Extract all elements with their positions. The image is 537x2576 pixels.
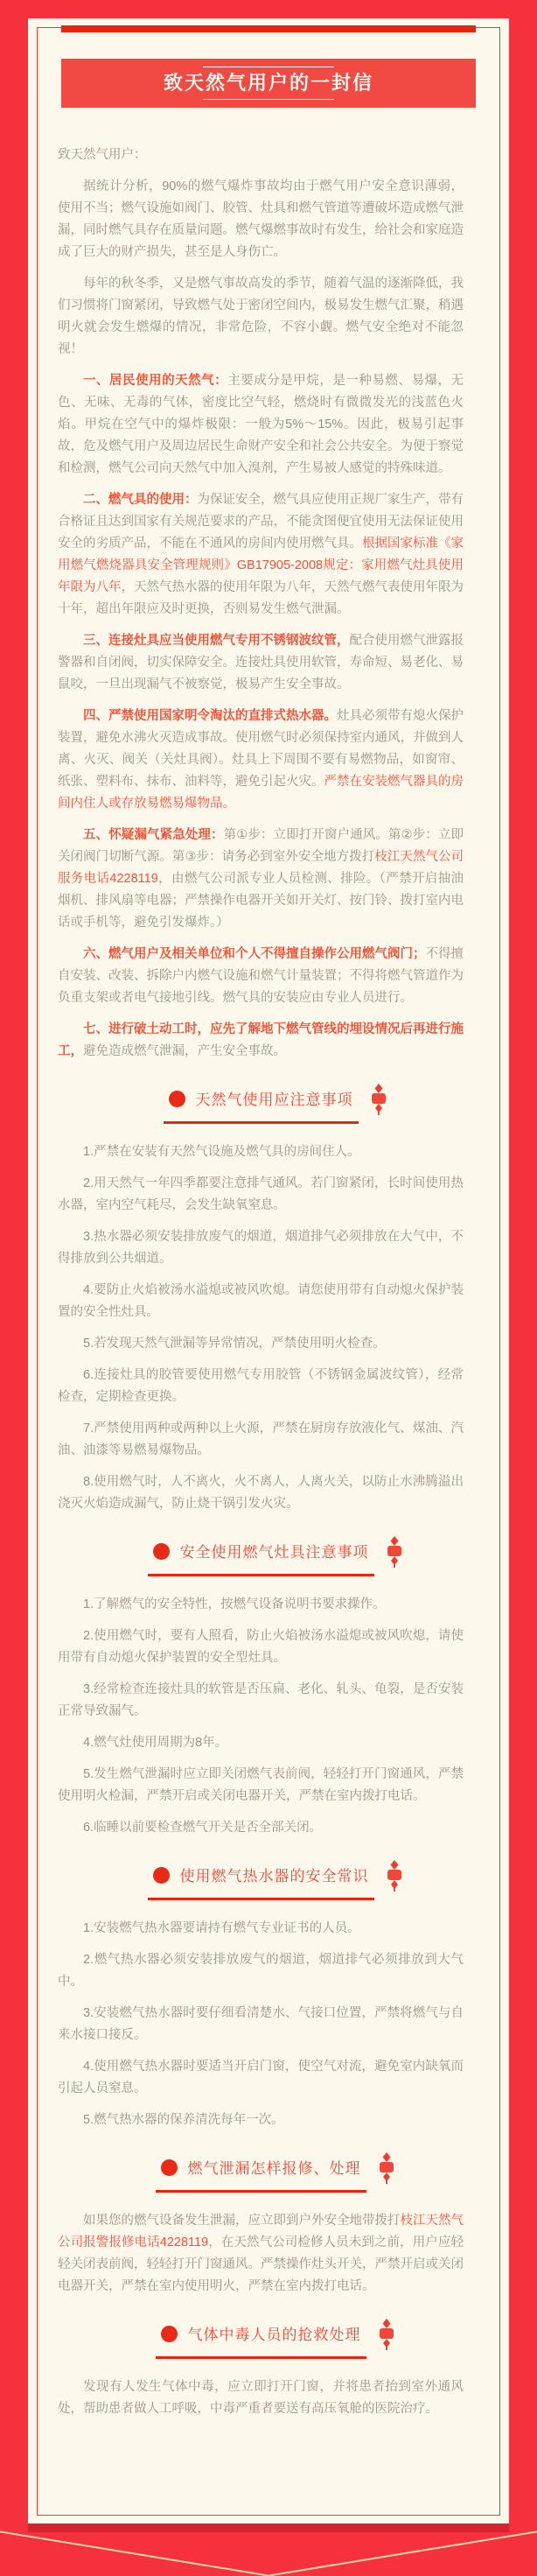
text-segment: 灶具必须带有熄火保护装置，避免水沸火灭造成事故。使用燃气时必须保持室内通风，并做到人离、火灭、阀关（关灶具阀）。灶具上下周围不要有易燃物品，如窗帘、纸张、塑料布、抹布、油料等，避免引起火灾。 <box>58 709 464 789</box>
list-item: 4.使用燃气热水器时要适当开启门窗，使空气对流，避免室内缺氧而引起人员窒息。 <box>58 2060 464 2095</box>
lantern-icon <box>377 2319 396 2358</box>
text-segment: 为保证安全，燃气具应使用正规厂家生产，带有合格证且达到国家有关规范要求的产品，不能贪图便宜使用无法保证使用安全的劣质产品，不能在不通风的房间内使用燃气具。 <box>58 493 464 551</box>
list-item: 2.使用燃气时，要有人照看，防止火焰被汤水溢熄或被风吹熄，请使用带有自动熄火保护装置的安全型灶具。 <box>58 1629 464 1665</box>
list-item: 1.了解燃气的安全特性，按燃气设备说明书要求操作。 <box>83 1597 386 1611</box>
page-title: 致天然气用户的一封信 <box>163 72 373 94</box>
lantern-icon <box>385 1860 404 1899</box>
list-item: 2.用天然气一年四季都要注意排气通风。若门窗紧闭，长时间使用热水器，室内空气耗尽，会发生缺氧窒息。 <box>58 1176 464 1212</box>
title-banner <box>61 59 476 108</box>
bullet-dot-icon <box>161 2159 178 2176</box>
numbered-point-5 <box>58 825 464 934</box>
numbered-point-1 <box>58 370 464 480</box>
list-item: 1.安装燃气热水器要请持有燃气专业证书的人员。 <box>83 1921 360 1935</box>
section-header-stove <box>58 1541 464 1576</box>
text-segment: 主要成分是甲烷，是一种易燃、易爆，无色、无味、无毒的气体，密度比空气轻，燃烧时有微微发光的浅蓝色火焰。甲烷在空气中的爆炸极限：一般为5%～15%。因此，极易引起事故，危及燃气用户及周边居民生命财产安全和社会公共安全。为便于察觉和检测，燃气公司向天然气中加入溴剂，产生易被人感觉的特殊味道。 <box>58 374 464 475</box>
text-segment: 发现有人发生气体中毒，应立即打开门窗，并将患者抬到室外通风处，帮助患者做人工呼吸，中毒严重者要送有高压氧舱的医院治疗。 <box>58 2380 464 2416</box>
section-heading: 燃气泄漏怎样报修、处理 <box>187 2160 361 2177</box>
list-item: 3.经常检查连接灶具的软管是否压扁、老化、轧头、龟裂，是否安装正常导致漏气。 <box>58 1682 464 1718</box>
text-segment: 七、进行破土动工时，应先了解地下燃气管线的埋设情况后再进行施工， <box>58 1022 464 1058</box>
section-heading: 天然气使用应注意事项 <box>195 1091 353 1108</box>
numbered-point-2 <box>58 489 464 621</box>
bullet-dot-icon <box>169 1091 185 1107</box>
text-segment: 五、怀疑漏气紧急处理： <box>83 828 224 842</box>
leak-repair-paragraph <box>58 2210 464 2298</box>
text-segment: 根据国家标准《家用燃气燃烧器具安全管理规则》GB17905-2008规定：家用燃气灶具使用年限为八年 <box>58 537 464 594</box>
text-segment: 三、连接灶具应当使用燃气专用不锈钢波纹管， <box>83 634 350 648</box>
numbered-point-4 <box>58 705 464 815</box>
list-item: 5.若发现天然气泄漏等异常情况，严禁使用明火检查。 <box>83 1337 386 1351</box>
text-segment: 严禁在安装燃气器具的房间内住人或存放易燃易爆物品。 <box>58 775 464 811</box>
top-accent-bar <box>61 25 476 32</box>
text-segment: 不得擅自安装、改装、拆除户内燃气设施和燃气计量装置；不得将燃气管道作为负重支架或者电气接地引线。燃气具的安装应由专业人员进行。 <box>58 947 464 1005</box>
section-list-water-heater <box>58 1918 464 2131</box>
letter-panel <box>28 18 509 2523</box>
section-header-gas-use <box>58 1089 464 1124</box>
text-segment: 如果您的燃气设备发生泄漏，应立即到户外安全地带拨打 <box>83 2214 401 2228</box>
section-heading: 安全使用燃气灶具注意事项 <box>179 1544 369 1561</box>
list-item: 1.严禁在安装有天然气设施及燃气具的房间住人。 <box>83 1145 360 1159</box>
list-item: 5.燃气热水器的保养清洗每年一次。 <box>83 2113 284 2127</box>
list-item: 4.燃气灶使用周期为8年。 <box>83 1736 228 1750</box>
lantern-icon <box>377 2152 396 2192</box>
text-segment: 第①步：立即打开窗户通风。第②步：立即关闭阀门切断气源。第③步：请务必到室外安全地方拨打 <box>58 828 464 864</box>
text-segment: 四、严禁使用国家明令淘汰的直排式热水器。 <box>83 709 337 723</box>
bullet-dot-icon <box>161 2326 178 2342</box>
intro-paragraph-2: 每年的秋冬季，又是燃气事故高发的季节，随着气温的逐渐降低，我们习惯将门窗紧闭，导致燃气处于密闭空间内，极易发生燃气汇聚，稍遇明火就会发生燃爆的情况，非常危险，不容小觑。燃气安全绝对不能忽视！ <box>58 277 464 356</box>
text-segment: 一、居民使用的天然气： <box>83 374 228 388</box>
text-segment: 枝江天然气公司服务电话4228119 <box>58 850 464 886</box>
text-segment: ，天然气热水器的使用年限为八年，天然气燃气表使用年限为十年，超出年限应及时更换，否则易发生燃气泄漏。 <box>58 580 464 616</box>
text-segment: ，由燃气公司派专业人员检测、排险。（严禁开启抽油烟机、排风扇等电器；严禁操作电器开关如开关灯、按门铃、拨打室内电话或手机等，避免引发爆炸。） <box>58 872 464 930</box>
list-item: 5.发生燃气泄漏时应立即关闭燃气表前阀，轻轻打开门窗通风，严禁使用明火检漏，严禁开启或关闭电器开关，严禁在室内拨打电话。 <box>58 1767 464 1803</box>
text-segment: 避免造成燃气泄漏，产生安全事故。 <box>83 1044 286 1058</box>
text-segment: 枝江天然气公司报警报修电话4228119 <box>58 2214 464 2250</box>
list-item: 6.连接灶具的胶管要使用燃气专用胶管（不锈钢金属波纹管），经常检查，定期检查更换。 <box>58 1368 464 1404</box>
list-item: 2.燃气热水器必须安装排放废气的烟道，烟道排气必须排放到大气中。 <box>58 1953 464 1989</box>
section-list-stove <box>58 1594 464 1839</box>
list-item: 6.临睡以前要检查燃气开关是否全部关闭。 <box>83 1821 323 1835</box>
letter-content <box>28 108 509 2420</box>
numbered-point-7 <box>58 1019 464 1063</box>
bullet-dot-icon <box>153 1543 170 1560</box>
list-item: 7.严禁使用两种或两种以上火源，严禁在厨房存放液化气、煤油、汽油、油漆等易燃易爆物品。 <box>58 1421 464 1457</box>
section-header-water-heater <box>58 1865 464 1900</box>
text-segment: 二、燃气具的使用： <box>83 493 198 507</box>
section-heading: 气体中毒人员的抢救处理 <box>187 2327 361 2343</box>
envelope-flap-line-left <box>0 2530 273 2576</box>
list-item: 4.要防止火焰被汤水溢熄或被风吹熄。请您使用带有自动熄火保护装置的安全性灶具。 <box>58 1283 464 1319</box>
text-segment: 配合使用燃气泄露报警器和自闭阀，切实保障安全。连接灶具使用软管，寿命短、易老化、易鼠咬，一旦出现漏气不被察觉，极易产生安全事故。 <box>58 634 464 691</box>
banner-divider-bottom <box>203 99 334 100</box>
section-heading: 使用燃气热水器的安全常识 <box>179 1868 369 1885</box>
list-item: 8.使用燃气时，人不离火，火不离人，人离火关，以防止水沸腾溢出浇灭火焰造成漏气，防止烧干锅引发火灾。 <box>58 1475 464 1511</box>
poison-rescue-paragraph <box>58 2376 464 2420</box>
numbered-point-6 <box>58 944 464 1009</box>
lantern-icon <box>385 1536 404 1576</box>
section-list-gas-use <box>58 1141 464 1515</box>
lantern-icon <box>369 1084 388 1123</box>
numbered-point-3 <box>58 630 464 696</box>
section-header-leak-repair <box>58 2158 464 2193</box>
panel-bottom-shadow <box>28 2523 509 2532</box>
list-item: 3.热水器必须安装排放废气的烟道，烟道排气必须排放在大气中，不得排放到公共烟道。 <box>58 1230 464 1266</box>
text-segment: ，在天然气公司检修人员未到之前，用户应轻轻关闭表前阀，轻轻打开门窗通风。严禁操作灶头开关，严禁开启或关闭电器开关，严禁在室内使用明火，严禁在室内拨打电话。 <box>58 2236 464 2293</box>
envelope-flap-line-right <box>264 2530 537 2576</box>
section-header-poison-rescue <box>58 2324 464 2359</box>
text-segment: 六、燃气用户及相关单位和个人不得擅自操作公用燃气阀门； <box>83 947 426 961</box>
list-item: 3.安装燃气热水器时要仔细看清楚水、气接口位置，严禁将燃气与自来水接口接反。 <box>58 2006 464 2042</box>
salutation: 致天然气用户： <box>58 148 147 162</box>
bullet-dot-icon <box>153 1867 170 1884</box>
intro-paragraph-1: 据统计分析，90%的燃气爆炸事故均由于燃气用户安全意识薄弱，使用不当；燃气设施如阀门、胶管、灶具和燃气管道等遭破坏造成燃气泄漏，同时燃气具存在质量问题。燃气爆燃事故时有发生，给社会和家庭造成了巨大的财产损失，甚至是人身伤亡。 <box>58 179 464 259</box>
